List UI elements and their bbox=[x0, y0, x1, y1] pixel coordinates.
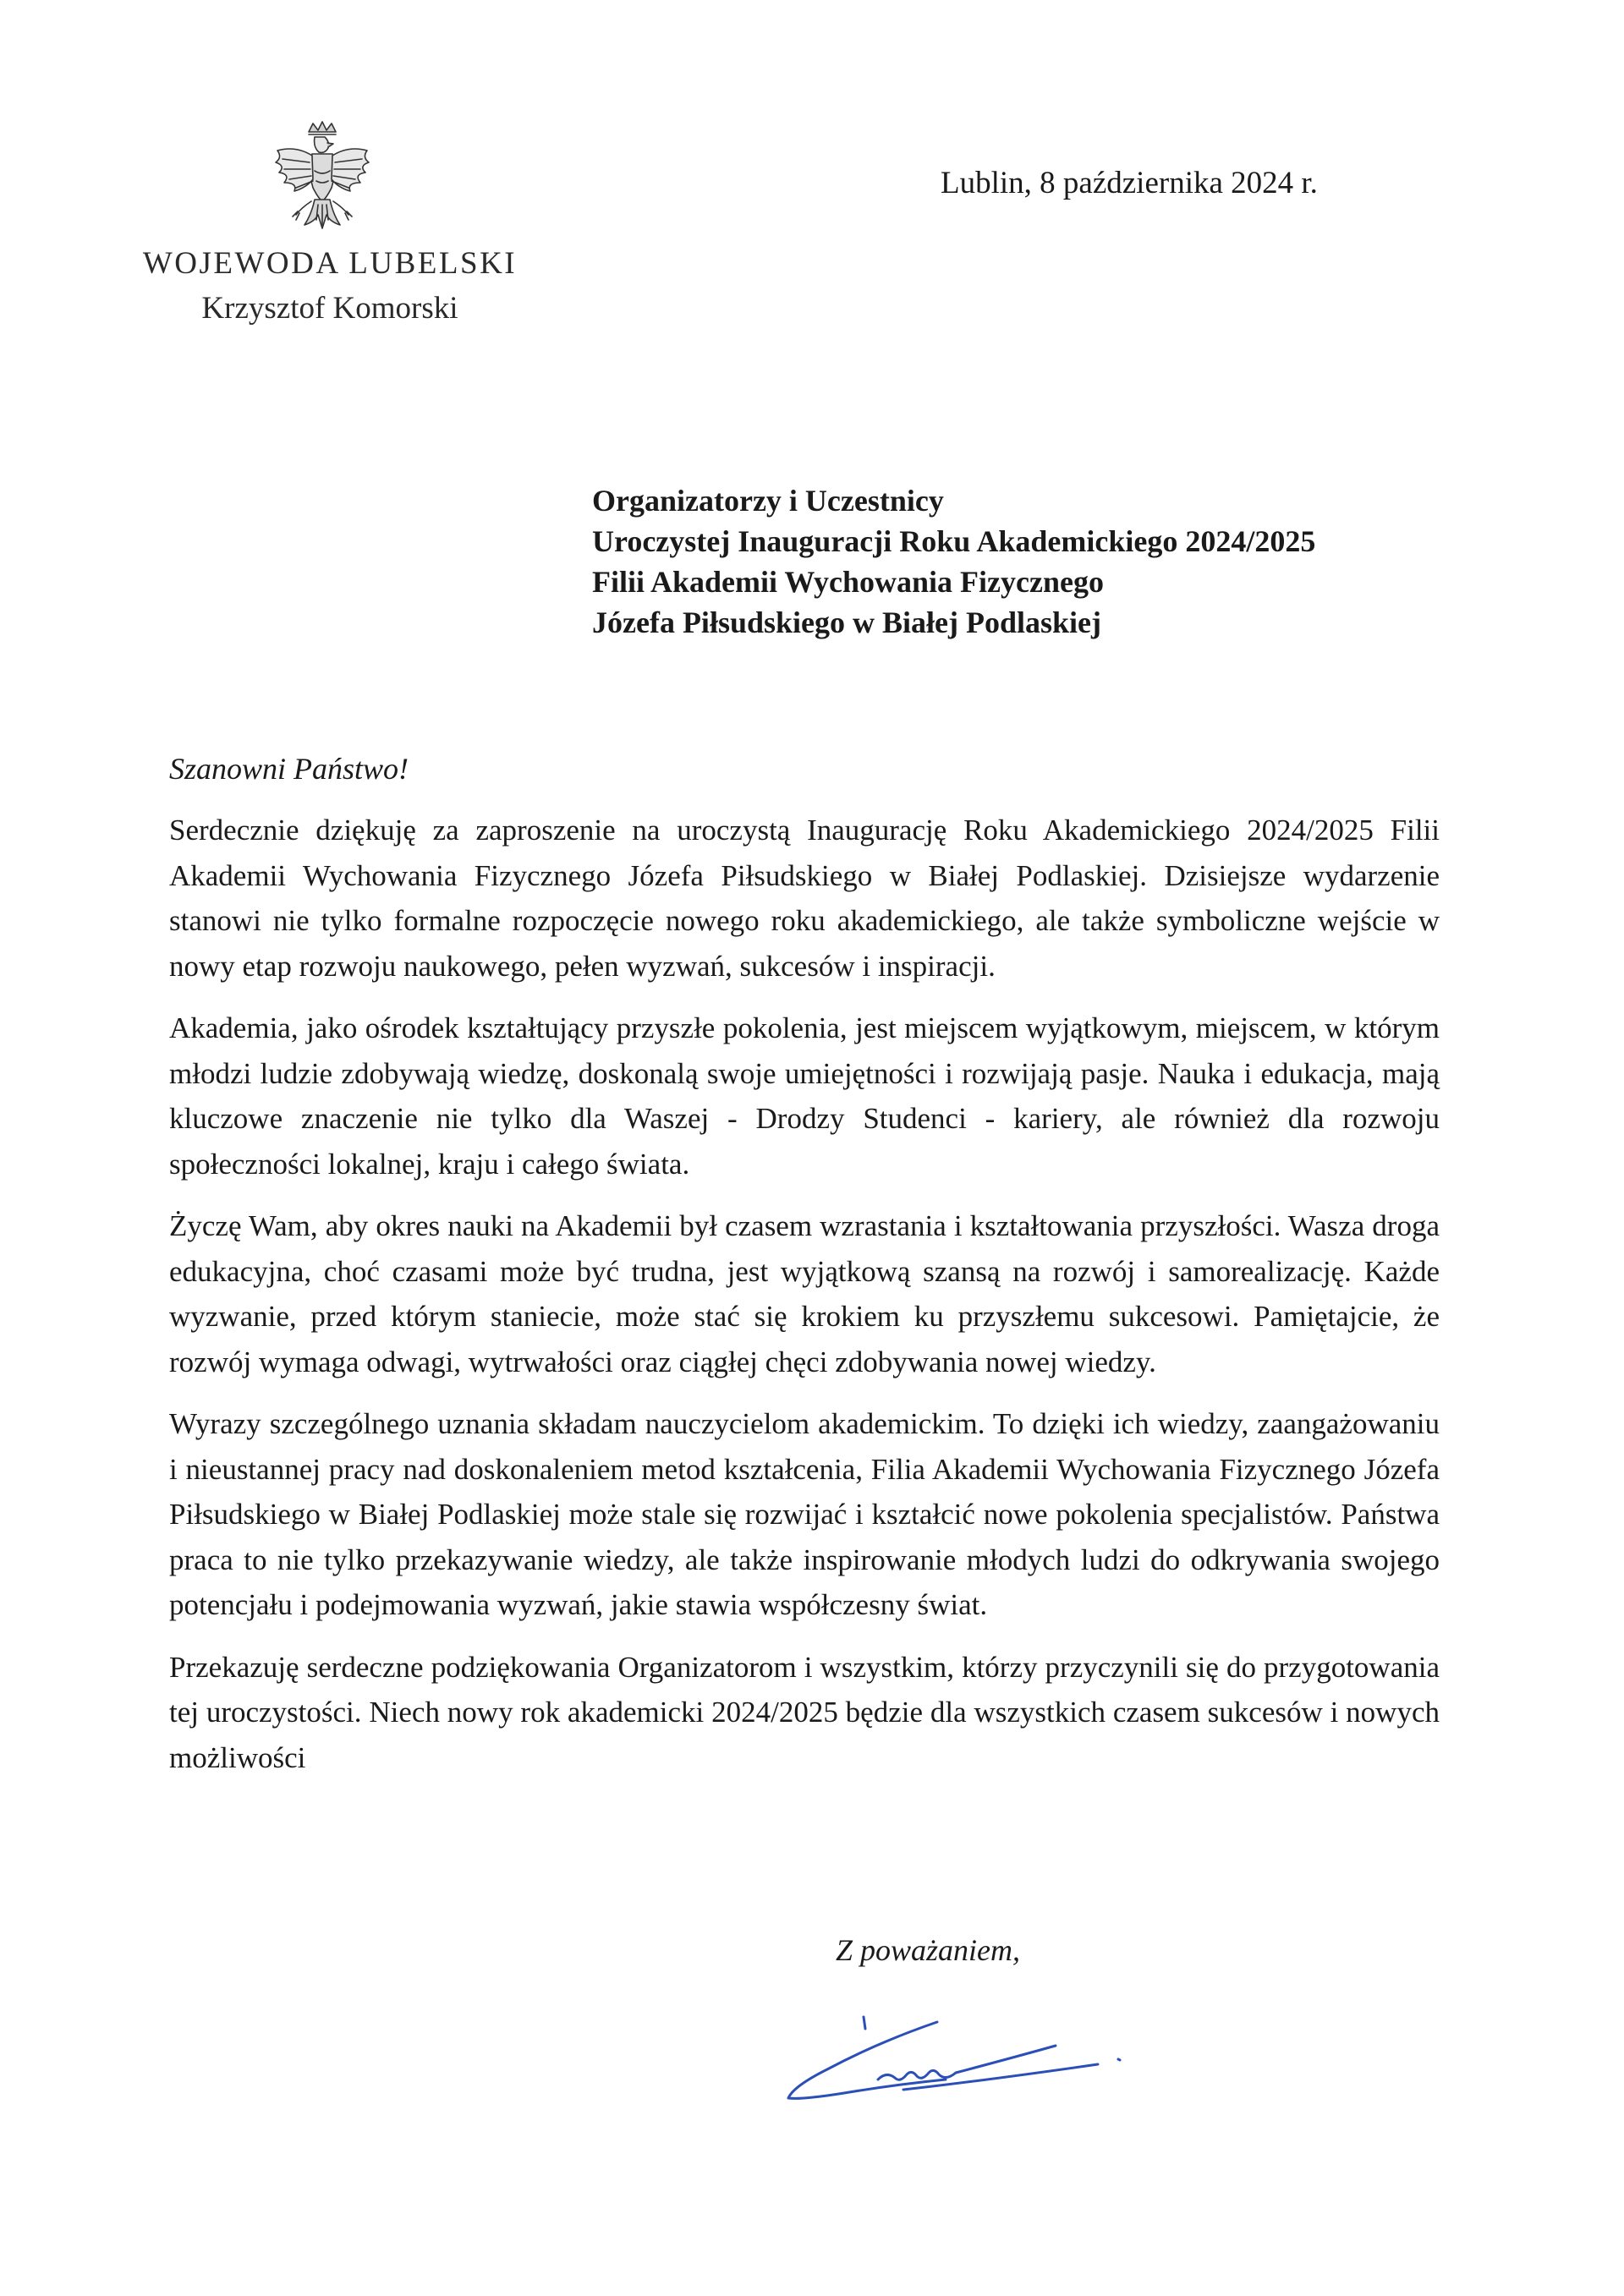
body-paragraph: Wyrazy szczególnego uznania składam nauczycielom akademickim. To dzięki ich wiedzy, zaangażowaniu i nieustannej pracy nad doskonaleniem metod kształcenia, Filia Akademii Wychowania Fizycznego Józefa Piłsudskiego w Białej Podlaskiej może stale się rozwijać i kształcić nowe pokolenia specjalistów. Państwa praca to nie tylko przekazywanie wiedzy, ale także inspirowanie młodych ludzi do odkrywania swojego potencjału i podejmowania wyzwań, jakie stawia współczesny świat. bbox=[169, 1407, 1440, 1621]
recipient-line: Uroczystej Inauguracji Roku Akademickiego 2024/2025 bbox=[592, 524, 1316, 558]
handwritten-signature-icon bbox=[776, 2008, 1149, 2110]
issuer-title: WOJEWODA LUBELSKI bbox=[142, 246, 518, 281]
issuer-name: Krzysztof Komorski bbox=[201, 291, 458, 326]
closing-phrase: Z poważaniem, bbox=[836, 1933, 1021, 1967]
recipient-block bbox=[592, 480, 1315, 643]
body-paragraph: Akademia, jako ośrodek kształtujący przyszłe pokolenia, jest miejscem wyjątkowym, miejscem, w którym młodzi ludzie zdobywają wiedzę, doskonalą swoje umiejętności i rozwijają pasje. Nauka i edukacja, mają kluczowe znaczenie nie tylko dla Waszej - Drodzy Studenci - kariery, ale również dla rozwoju społeczności lokalnej, kraju i całego świata. bbox=[169, 1011, 1440, 1181]
body-paragraph: Przekazuję serdeczne podziękowania Organizatorom i wszystkim, którzy przyczynili się do przygotowania tej uroczystości. Niech nowy rok akademicki 2024/2025 będzie dla wszystkich czasem sukcesów i nowych możliwości bbox=[169, 1650, 1440, 1774]
body-paragraph: Serdecznie dziękuję za zaproszenie na uroczystą Inaugurację Roku Akademickiego 2024/2025 Filii Akademii Wychowania Fizycznego Józefa Piłsudskiego w Białej Podlaskiej. Dzisiejsze wydarzenie stanowi nie tylko formalne rozpoczęcie nowego roku akademickiego, ale także symboliczne wejście w nowy etap rozwoju naukowego, pełen wyzwań, sukcesów i inspiracji. bbox=[169, 814, 1440, 983]
recipient-line: Organizatorzy i Uczestnicy bbox=[592, 484, 944, 518]
recipient-line: Filii Akademii Wychowania Fizycznego bbox=[592, 565, 1104, 599]
polish-eagle-emblem-icon bbox=[271, 120, 374, 238]
salutation: Szanowni Państwo! bbox=[169, 752, 409, 786]
letter-body bbox=[169, 808, 1440, 1797]
body-paragraph: Życzę Wam, aby okres nauki na Akademii był czasem wzrastania i kształtowania przyszłości. Wasza droga edukacyjna, choć czasami może być trudna, jest wyjątkową szansą na rozwój i samorealizację. Każde wyzwanie, przed którym staniecie, może stać się krokiem ku przyszłemu sukcesowi. Pamiętajcie, że rozwój wymaga odwagi, wytrwałości oraz ciągłej chęci zdobywania nowej wiedzy. bbox=[169, 1209, 1440, 1378]
place-date: Lublin, 8 października 2024 r. bbox=[941, 166, 1318, 200]
recipient-line: Józefa Piłsudskiego w Białej Podlaskiej bbox=[592, 606, 1101, 639]
